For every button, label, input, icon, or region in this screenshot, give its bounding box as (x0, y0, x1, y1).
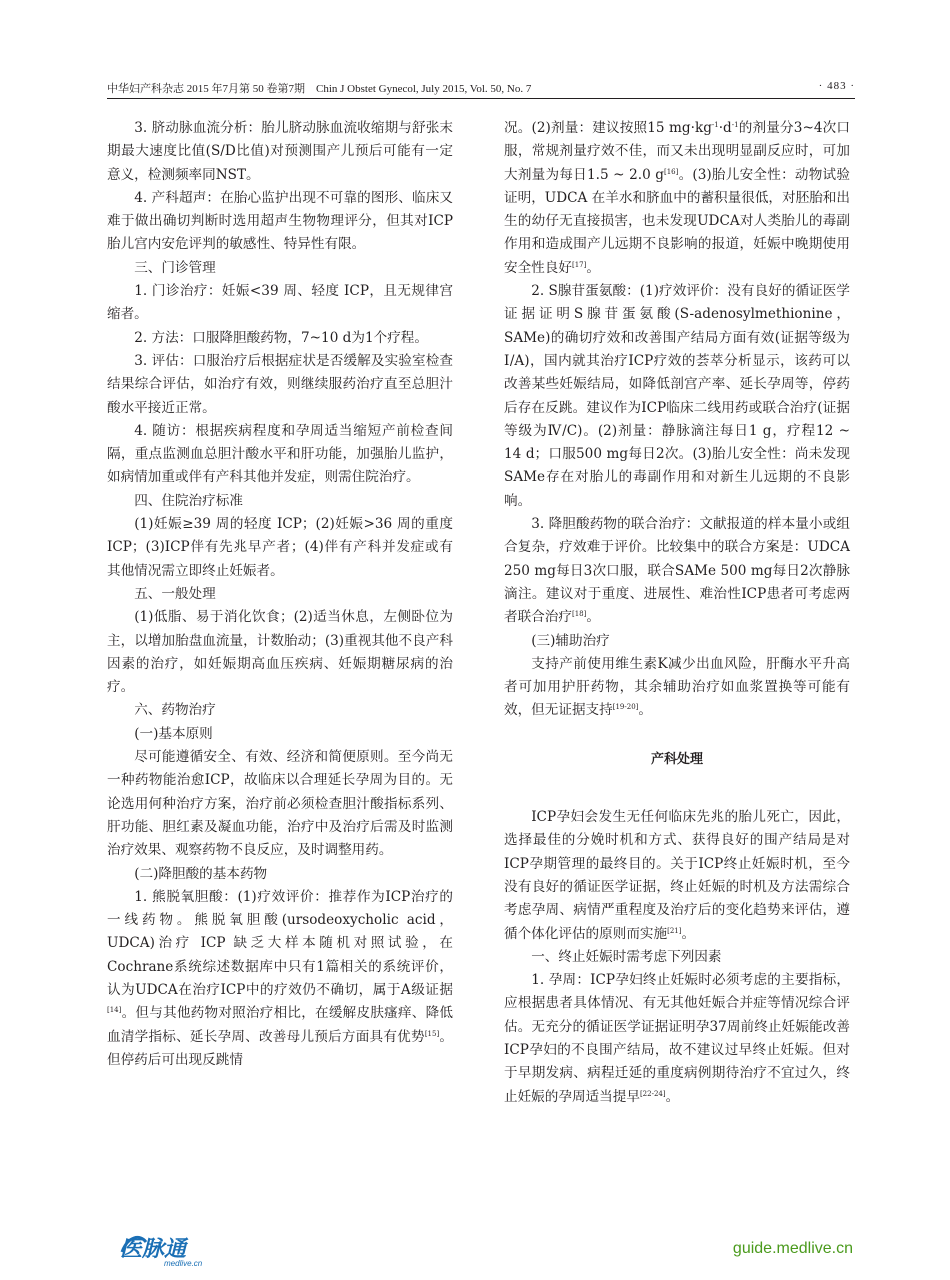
subsection-heading: (一)基本原则 (134, 725, 213, 742)
paragraph: 况。(2)剂量：建议按照15 $mg\cdot kg^{-1}\cdot d^{-1}$的剂量分3~4次口服，常规剂量疗效不佳，而又未出现明显副反应时，可加大剂量为每日1.5 ~ 2.0 g[16]。(3)胎儿安全性：动物试验证明，UDCA 在羊水和脐血中的蓄积量很低，对胚胎和出生的幼仔无直接损害，也未发现UDCA对人类胎儿的毒副作用和造成围产儿远期不良影响的报道，妊娠中晚期使用安全性良好[17]。 (504, 120, 851, 276)
citation-ref: [16] (663, 167, 679, 176)
paragraph: 4. 产科超声：在胎心监护出现不可靠的图形、临床又难于做出确切判断时选用超声生物物理评分，但其对ICP胎儿宫内安危评判的敏感性、特异性有限。 (107, 189, 453, 253)
section-heading: 四、住院治疗标准 (134, 492, 243, 509)
header-rule (107, 98, 855, 99)
paragraph: 2. 方法：口服降胆酸药物，7~10 d为1个疗程。 (134, 329, 428, 346)
section-heading: 六、药物治疗 (134, 702, 216, 719)
paragraph: 3. 脐动脉血流分析：胎儿脐动脉血流收缩期与舒张末期最大速度比值(S/D比值)对预测围产儿预后可能有一定意义，检测频率同NST。 (107, 120, 453, 183)
left-column (107, 117, 453, 1072)
citation-ref: [21] (667, 926, 682, 935)
footer-url[interactable]: guide.medlive.cn (732, 1240, 853, 1257)
right-column (504, 117, 850, 1109)
logo-subtext: medlive.cn (164, 1259, 203, 1268)
citation-ref: [15] (424, 1029, 440, 1038)
paragraph: 3. 降胆酸药物的联合治疗：文献报道的样本量小或组合复杂，疗效难于评价。比较集中的联合方案是：UDCA 250 mg每日3次口服，联合SAMe 500 mg每日2次静脉滴注。建议对于重度、进展性、难治性ICP患者可考虑两者联合治疗[18]。 (504, 516, 850, 626)
paragraph: (1)妊娠≥39 周的轻度 ICP；(2)妊娠>36 周的重度ICP；(3)ICP伴有先兆早产者；(4)伴有产科并发症或有其他情况需立即终止妊娠者。 (107, 516, 453, 579)
citation-ref: [14] (107, 1006, 122, 1015)
medlive-logo (116, 1226, 236, 1268)
citation-ref: [18] (571, 610, 587, 619)
paragraph: 1. 门诊治疗：妊娠<39 周、轻度 ICP，且无规律宫缩者。 (107, 283, 453, 323)
paragraph: 2. S腺苷蛋氨酸：(1)疗效评价：没有良好的循证医学证据证明S腺苷蛋氨酸(S-adenosylmethionine，SAMe)的确切疗效和改善围产结局方面有效(证据等级为Ⅰ/A)，国内就其治疗ICP疗效的荟萃分析显示，该药可以改善某些妊娠结局，如降低剖宫产率、延长孕周等，停药后存在反跳。建议作为ICP临床二线用药或联合治疗(证据等级为Ⅳ/C)。(2)剂量：静脉滴注每日1 g，疗程12 ~ 14 d；口服500 mg每日2次。(3)胎儿安全性：尚未发现SAMe存在对胎儿的毒副作用和对新生儿远期的不良影响。 (504, 283, 850, 509)
paragraph: (1)低脂、易于消化饮食；(2)适当休息，左侧卧位为主，以增加胎盘血流量，计数胎动；(3)重视其他不良产科因素的治疗，如妊娠期高血压疾病、妊娠期糖尿病的治疗。 (107, 609, 453, 696)
paragraph: ICP孕妇会发生无任何临床先兆的胎儿死亡，因此，选择最佳的分娩时机和方式、获得良好的围产结局是对ICP孕期管理的最终目的。关于ICP终止妊娠时机，至今没有良好的循证医学证据，终止妊娠的时机及方法需综合考虑孕周、病情严重程度及治疗后的变化趋势来评估，遵循个体化评估的原则而实施[21]。 (504, 809, 850, 942)
journal-citation: 中华妇产科杂志 2015 年7月第 50 卷第7期 Chin J Obstet Gynecol, July 2015, Vol. 50, No. 7 (107, 83, 532, 95)
citation-ref: [17] (571, 260, 587, 269)
section-heading: 一、终止妊娠时需考虑下列因素 (531, 948, 722, 965)
paragraph: 1. 孕周：ICP孕妇终止妊娠时必须考虑的主要指标，应根据患者具体情况、有无其他妊娠合并症等情况综合评估。无充分的循证医学证据证明孕37周前终止妊娠能改善ICP孕妇的不良围产结局，故不建议过早终止妊娠。但对于早期发病、病程迁延的重度病例期待治疗不宜过久，终止妊娠的孕周适当提早[22-24]。 (504, 972, 850, 1105)
citation-ref: [19-20] (612, 703, 639, 712)
section-heading: 五、一般处理 (134, 585, 216, 602)
subsection-heading: (二)降胆酸的基本药物 (134, 865, 268, 882)
logo-wordmark: 医脉通 (120, 1237, 187, 1262)
citation-ref: [22-24] (639, 1089, 666, 1098)
paragraph: 4. 随访：根据疾病程度和孕周适当缩短产前检查间隔，重点监测血总胆汁酸水平和肝功能，加强胎儿监护，如病情加重或伴有产科其他并发症，则需住院治疗。 (107, 422, 453, 486)
running-header (107, 78, 855, 98)
subsection-heading: (三)辅助治疗 (531, 632, 610, 649)
logo-icon (116, 1226, 236, 1268)
page-number: · 483 · (818, 80, 855, 92)
section-title: 产科处理 (650, 751, 703, 767)
paragraph: 尽可能遵循安全、有效、经济和简便原则。至今尚无一种药物能治愈ICP，故临床以合理延长孕周为目的。无论选用何种治疗方案，治疗前必须检查胆汁酸指标系列、肝功能、胆红素及凝血功能，治疗中及治疗后需及时监测治疗效果、观察药物不良反应，及时调整用药。 (107, 749, 453, 859)
section-heading: 三、门诊管理 (134, 259, 216, 276)
paragraph: 3. 评估：口服治疗后根据症状是否缓解及实验室检查结果综合评估，如治疗有效，则继续服药治疗直至总胆汁酸水平接近正常。 (107, 352, 453, 416)
paragraph: 1. 熊脱氧胆酸：(1)疗效评价：推荐作为ICP治疗的一线药物。熊脱氧胆酸(ursodeoxycholic acid，UDCA)治疗 ICP 缺乏大样本随机对照试验，在Cochrane系统综述数据库中只有1篇相关的系统评价，认为UDCA在治疗ICP中的疗效仍不确切，属于A级证据[14]。但与其他药物对照治疗相比，在缓解皮肤瘙痒、降低血清学指标、延长孕周、改善母儿预后方面具有优势[15]。但停药后可出现反跳情 (107, 888, 454, 1068)
paragraph: 支持产前使用维生素K减少出血风险，肝酶水平升高者可加用护肝药物，其余辅助治疗如血浆置换等可能有效，但无证据支持[19-20]。 (504, 655, 850, 719)
